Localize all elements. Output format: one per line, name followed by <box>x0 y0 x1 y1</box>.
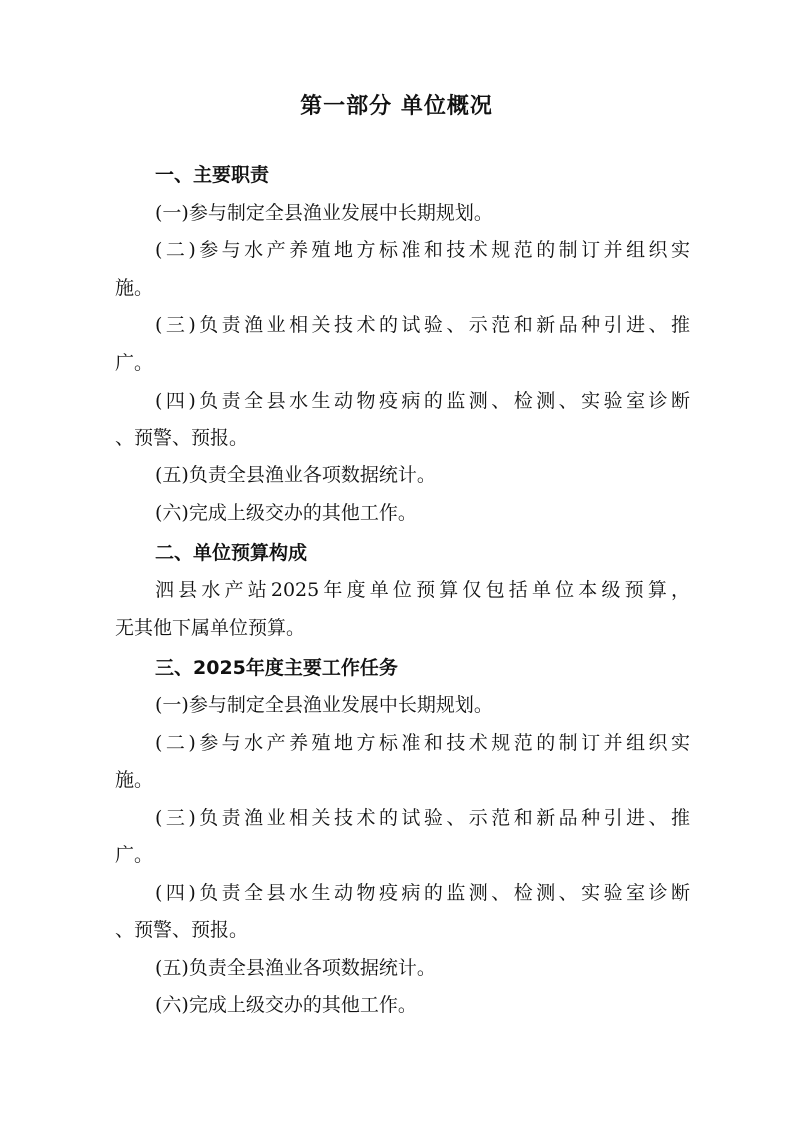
budget-text-line-1: 泗县水产站2025年度单位预算仅包括单位本级预算， <box>155 579 690 601</box>
section-heading-duties: 一、主要职责 <box>155 164 270 186</box>
task-item-4: (四)负责全县水生动物疫病的监测、检测、实验室诊断 <box>155 882 690 904</box>
task-item-2: (二)参与水产养殖地方标准和技术规范的制订并组织实 <box>155 732 690 754</box>
duty-item-1: (一)参与制定全县渔业发展中长期规划。 <box>155 202 493 224</box>
task-item-4-cont: 、预警、预报。 <box>115 919 249 941</box>
duty-item-3-cont: 广。 <box>115 352 154 374</box>
duty-item-5: (五)负责全县渔业各项数据统计。 <box>155 464 436 486</box>
duty-item-2: (二)参与水产养殖地方标准和技术规范的制订并组织实 <box>155 239 690 261</box>
duty-item-4: (四)负责全县水生动物疫病的监测、检测、实验室诊断 <box>155 390 690 412</box>
task-item-2-cont: 施。 <box>115 769 154 791</box>
task-item-3-cont: 广。 <box>115 844 154 866</box>
budget-text-line-2: 无其他下属单位预算。 <box>115 617 306 639</box>
task-item-6: (六)完成上级交办的其他工作。 <box>155 994 417 1016</box>
task-item-3: (三)负责渔业相关技术的试验、示范和新品种引进、推 <box>155 807 690 829</box>
duty-item-3: (三)负责渔业相关技术的试验、示范和新品种引进、推 <box>155 314 690 336</box>
duty-item-2-cont: 施。 <box>115 277 154 299</box>
duty-item-4-cont: 、预警、预报。 <box>115 427 249 449</box>
task-item-1: (一)参与制定全县渔业发展中长期规划。 <box>155 694 493 716</box>
page-title: 第一部分 单位概况 <box>300 94 493 119</box>
duty-item-6: (六)完成上级交办的其他工作。 <box>155 502 417 524</box>
section-heading-tasks: 三、2025年度主要工作任务 <box>155 657 398 679</box>
section-heading-budget: 二、单位预算构成 <box>155 542 308 564</box>
task-item-5: (五)负责全县渔业各项数据统计。 <box>155 957 436 979</box>
